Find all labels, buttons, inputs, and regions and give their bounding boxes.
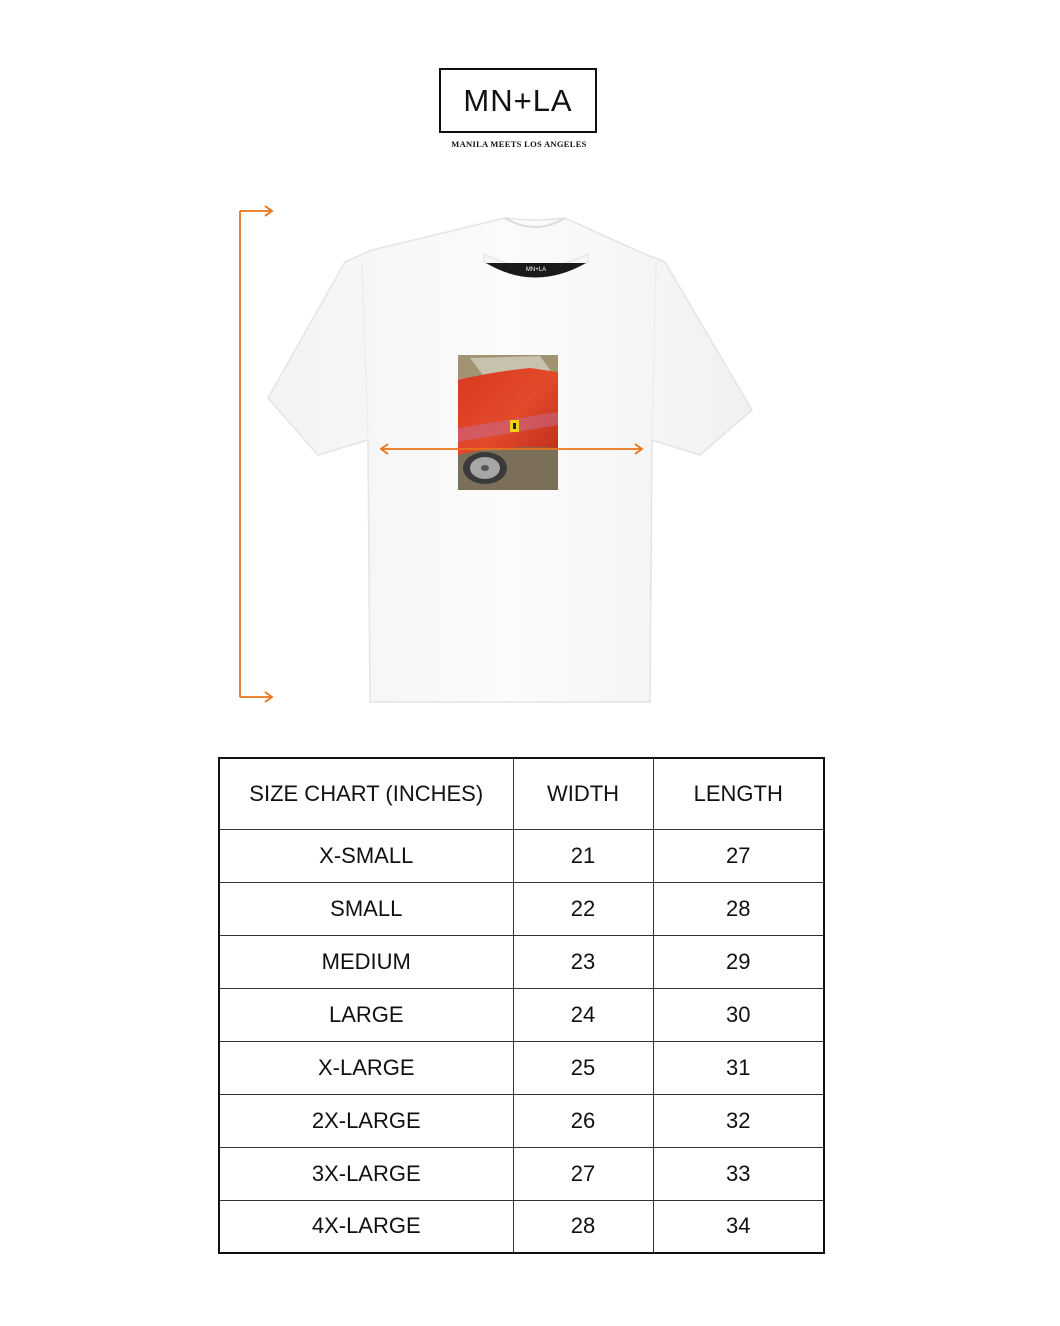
width-cell: 27 [513,1147,653,1200]
table-row [219,1200,824,1253]
header-width: WIDTH [513,758,653,829]
table-row [219,935,824,988]
width-cell: 24 [513,988,653,1041]
length-cell: 34 [653,1200,824,1253]
width-cell: 22 [513,882,653,935]
table-row [219,882,824,935]
length-cell: 27 [653,829,824,882]
width-cell: 21 [513,829,653,882]
neck-label-text: MN+LA [525,267,547,273]
width-cell: 28 [513,1200,653,1253]
width-cell: 23 [513,935,653,988]
red-car-print-icon [458,355,558,490]
header-size: SIZE CHART (INCHES) [219,758,513,829]
length-cell: 29 [653,935,824,988]
size-cell: 4X-LARGE [219,1200,513,1253]
size-cell: 2X-LARGE [219,1094,513,1147]
size-cell: MEDIUM [219,935,513,988]
table-row [219,1041,824,1094]
length-cell: 28 [653,882,824,935]
table-row [219,1147,824,1200]
logo-text: MN+LA [463,82,573,118]
length-cell: 31 [653,1041,824,1094]
width-cell: 25 [513,1041,653,1094]
size-chart-table [218,757,825,1254]
length-cell: 32 [653,1094,824,1147]
size-cell: LARGE [219,988,513,1041]
length-cell: 33 [653,1147,824,1200]
width-cell: 26 [513,1094,653,1147]
table-row [219,1094,824,1147]
brand-tagline: MANILA MEETS LOS ANGELES [451,139,587,149]
table-row [219,988,824,1041]
size-cell: 3X-LARGE [219,1147,513,1200]
size-cell: X-SMALL [219,829,513,882]
length-cell: 30 [653,988,824,1041]
size-cell: X-LARGE [219,1041,513,1094]
table-row [219,829,824,882]
table-header-row [219,758,824,829]
size-cell: SMALL [219,882,513,935]
length-arrow-icon [240,206,272,702]
header-length: LENGTH [653,758,824,829]
